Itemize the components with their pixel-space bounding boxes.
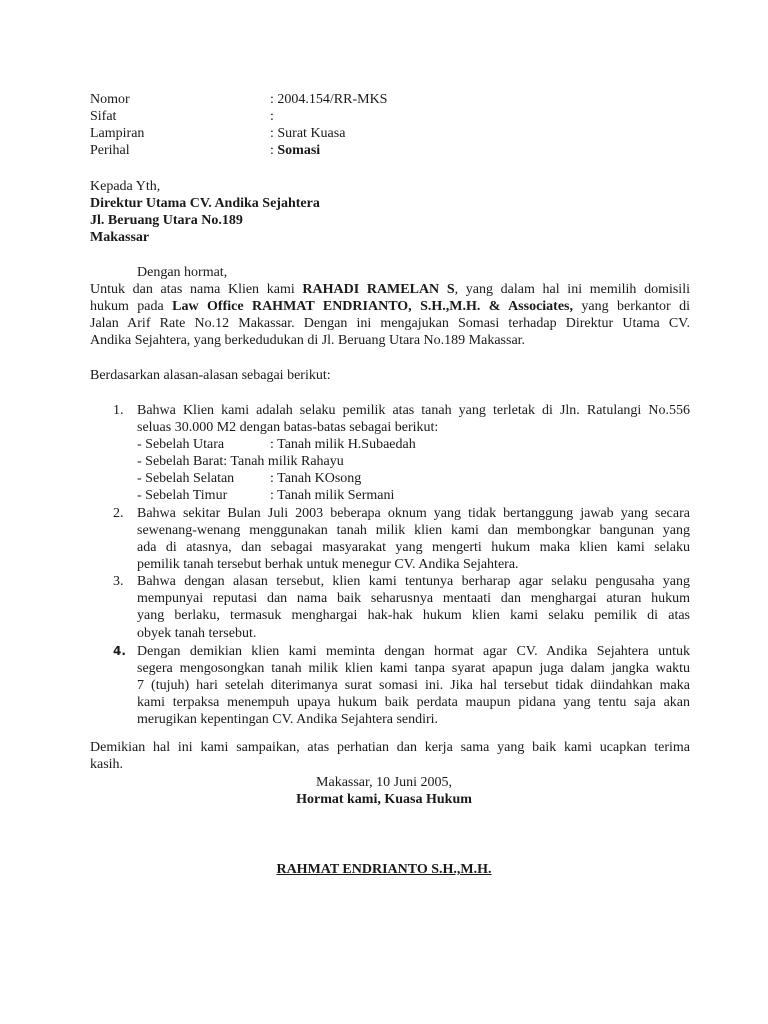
- reasons-intro: Berdasarkan alasan-alasan sebagai berikut:: [90, 368, 331, 383]
- item-line: Bahwa Klien kami adalah selaku pemilik atas tanah yang terletak di Jln. Ratulangi No.556: [137, 403, 690, 418]
- colon: :: [270, 143, 278, 158]
- item-number: 2.: [113, 506, 124, 521]
- side: - Sebelah Timur: [137, 488, 228, 503]
- header-row-perihal: [90, 142, 321, 159]
- subject: Somasi: [277, 143, 321, 158]
- value: [270, 142, 320, 159]
- header-row-lampiran: [90, 125, 346, 142]
- item-number: 4.: [113, 644, 126, 658]
- item-line: 7 (tujuh) hari setelah diterimanya surat somasi ini. Jika hal tersebut tidak diindahkan maka: [137, 678, 690, 693]
- border-row: [137, 436, 416, 453]
- text: Untuk dan atas nama Klien kami: [90, 282, 303, 297]
- text: hukum pada: [90, 299, 173, 314]
- value: : 2004.154/RR-MKS: [270, 92, 388, 107]
- text: yang berkantor di: [573, 299, 690, 314]
- item-line: ada di atasnya, dan sebagai masyarakat yang mengerti hukum maka klien kami selaku: [137, 540, 690, 555]
- item-line: seluas 30.000 M2 dengan batas-batas sebagai berikut:: [137, 420, 439, 435]
- header-row-nomor: [90, 91, 388, 108]
- text: , yang dalam hal ini memilih domisili: [454, 282, 690, 297]
- border-row: [137, 470, 362, 487]
- recipient-name: Direktur Utama CV. Andika Sejahtera: [90, 196, 320, 211]
- label: Lampiran: [90, 126, 145, 141]
- item-line: mempunyai reputasi dan nama baik seharusnya mentaati dan menghargai aturan hukum: [137, 591, 690, 606]
- item-line: merugikan kepentingan CV. Andika Sejahtera sendiri.: [137, 712, 439, 727]
- closing-line: Demikian hal ini kami sampaikan, atas perhatian dan kerja sama yang baik kami ucapkan terima: [90, 740, 690, 755]
- label: Perihal: [90, 143, 130, 158]
- item-number: 3.: [113, 574, 124, 589]
- recipient-city: Makassar: [90, 230, 150, 245]
- law-office: Law Office RAHMAT ENDRIANTO, S.H.,M.H. & Associates,: [172, 299, 574, 314]
- para-line: Andika Sejahtera, yang berkedudukan di Jl. Beruang Utara No.189 Makassar.: [90, 333, 526, 348]
- border-row: [137, 487, 395, 504]
- para-line: Jalan Arif Rate No.12 Makassar. Dengan ini mengajukan Somasi terhadap Direktur Utama CV.: [90, 316, 690, 331]
- item-number: 1.: [113, 403, 124, 418]
- label: Nomor: [90, 92, 130, 107]
- label: Sifat: [90, 109, 117, 124]
- para-line: [90, 298, 690, 315]
- value: :: [270, 109, 274, 124]
- recipient-address: Jl. Beruang Utara No.189: [90, 213, 243, 228]
- greeting: Kepada Yth,: [90, 179, 161, 194]
- item-line: Bahwa dengan alasan tersebut, klien kami tentunya berharap agar selaku pengusaha yang: [137, 574, 690, 589]
- side: - Sebelah Utara: [137, 437, 225, 452]
- item-line: sewenang-wenang menggunakan tanah milik klien kami dan membongkar bangunan yang: [137, 523, 690, 538]
- border-row: [137, 453, 344, 470]
- item-line: segera mengosongkan tanah milik klien kami tanpa syarat apapun juga dalam jangka waktu: [137, 661, 690, 676]
- owner: : Tanah milik Sermani: [270, 488, 395, 503]
- value: : Surat Kuasa: [270, 126, 346, 141]
- owner: : Tanah KOsong: [270, 471, 362, 486]
- item-line: yang berlaku, termasuk menghargai hak-hak hukum klien kami selaku pemilik di atas: [137, 608, 690, 623]
- owner: : Tanah milik H.Subaedah: [270, 437, 416, 452]
- item-line: kami terpaksa menempuh upaya hukum baik perdata maupun pidana yang tentu saja akan: [137, 695, 690, 710]
- closing-line: kasih.: [90, 757, 124, 772]
- para-line: [90, 281, 690, 298]
- regards: Hormat kami, Kuasa Hukum: [296, 792, 472, 807]
- place-date: Makassar, 10 Juni 2005,: [316, 775, 452, 790]
- header-row-sifat: [90, 108, 274, 125]
- side: - Sebelah Selatan: [137, 471, 235, 486]
- side: - Sebelah Barat: Tanah milik Rahayu: [137, 454, 344, 469]
- salutation: Dengan hormat,: [137, 265, 228, 280]
- item-line: obyek tanah tersebut.: [137, 626, 257, 641]
- item-line: pemilik tanah tersebut berhak untuk menegur CV. Andika Sejahtera.: [137, 557, 519, 572]
- item-line: Dengan demikian klien kami meminta dengan hormat agar CV. Andika Sejahtera untuk: [137, 644, 690, 659]
- signatory-name: RAHMAT ENDRIANTO S.H.,M.H.: [276, 862, 492, 877]
- client-name: RAHADI RAMELAN S: [302, 282, 455, 297]
- item-line: Bahwa sekitar Bulan Juli 2003 beberapa oknum yang tidak bertanggung jawab yang secara: [137, 506, 690, 521]
